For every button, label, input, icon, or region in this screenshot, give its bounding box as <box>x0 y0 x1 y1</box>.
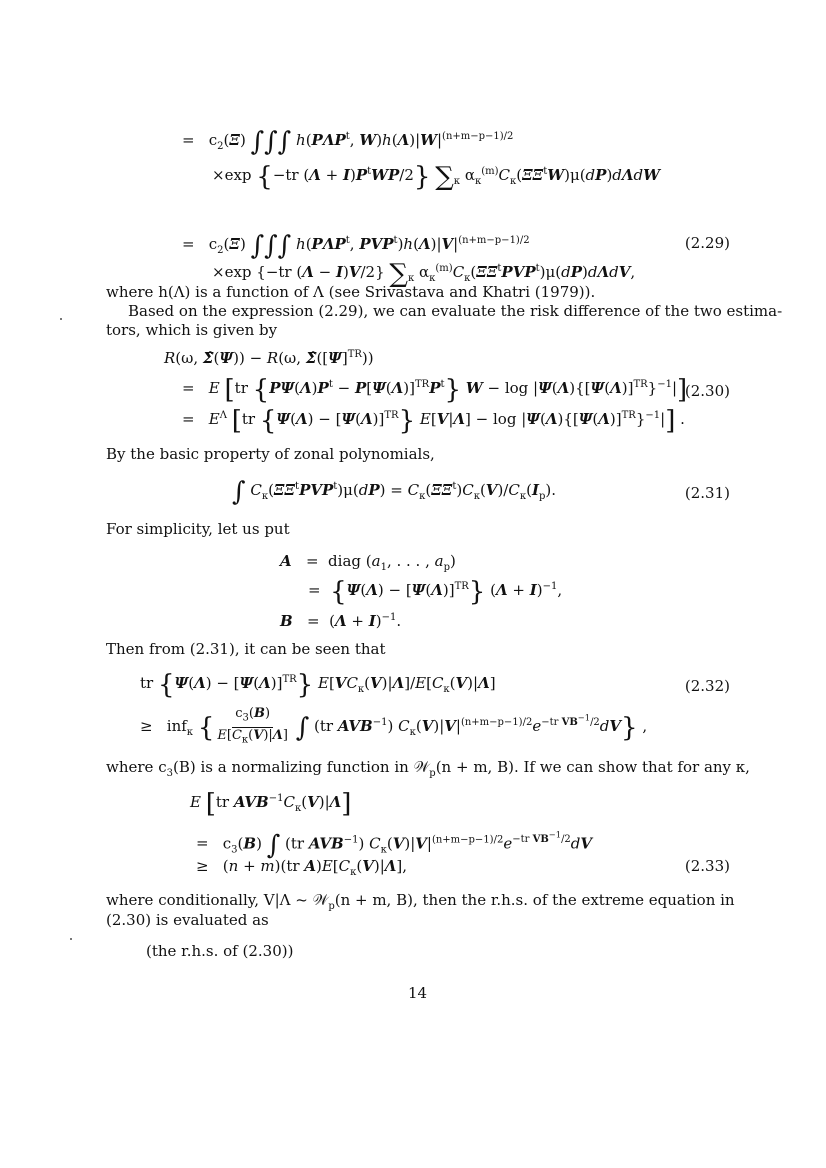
text-span: where c <box>106 758 167 776</box>
paragraph-line: (2.30) is evaluated as <box>106 911 269 929</box>
paragraph-line: Then from (2.31), it can be seen that <box>106 640 386 658</box>
text-span: where conditionally, V|Λ ~ 𝒲 <box>106 891 329 909</box>
paragraph-line: where conditionally, V|Λ ~ 𝒲$_p$(n + m, B), then the r.h.s. of the extreme equation in <box>106 891 735 912</box>
equation-line: $B = (\Lambda + I)^{-1}$. <box>280 612 402 630</box>
equation-line: R(ω, Σ̂(Ψ)) − R(ω, $\Sigmâ([\Psi]^{TR})$) <box>164 349 374 367</box>
paragraph-line: For simplicity, let us put <box>106 520 290 538</box>
equation-number: (2.29) <box>684 234 730 252</box>
equation-number: (2.32) <box>684 677 730 695</box>
equation-number: (2.31) <box>684 484 730 502</box>
scan-speck <box>70 938 72 940</box>
equation-line: = $\{\Psi(\Lambda) - [\Psi(\Lambda)]^{TR}\}$ $(\Lambda + I)^{-1}$, <box>308 577 563 607</box>
paragraph-line: where h(Λ) is a function of Λ (see Srivastava and Khatri (1979)). <box>106 283 596 301</box>
equation-line: = $E^\Lambda$ [tr $\{\Psi(\Lambda) - [\Psi(\Lambda)]^{TR}\}$ $E[V|\Lambda] - \log |\Psi(\Lambda)\{[\Psi(\Lambda)]^{TR}\}^{-1}|$] . <box>182 406 685 436</box>
equation-line: E [tr $AVB^{-1}C_\kappa(V)|\Lambda$] <box>190 789 352 819</box>
equation-number: (2.30) <box>684 382 730 400</box>
paragraph-line: tors, which is given by <box>106 321 278 339</box>
text-span: (n + m, B). If we can show that for any κ, <box>435 758 750 776</box>
page-number: 14 <box>408 984 428 1002</box>
equation-line: ≥ inf$_\kappa$ { $\frac{c_3(B)}{E[C_\kappa(V)|\Lambda]}$ ∫ (tr $AVB^{-1}$) $C_\kappa(V)|V|^{(n+m-p-1)/2}e^{-tr VB^{-1}/2}dV$} , <box>140 706 648 746</box>
paragraph-line: Based on the expression (2.29), we can evaluate the risk difference of the two estima- <box>128 302 783 320</box>
equation-line: ×exp {−tr $(\Lambda + I)P^tWP/2$} $\sum_\kappa$ $\alpha_\kappa^{(m)}C_\kappa(\Xi\Xi^tW)\mu(dP)d\Lambda dW$ <box>212 162 661 192</box>
paragraph-line: By the basic property of zonal polynomials, <box>106 445 435 463</box>
equation-line: A = diag ($a_1$, . . . , $a_p$) <box>280 552 456 573</box>
text-span: (n + m, B), then the r.h.s. of the extreme equation in <box>334 891 735 909</box>
equation-line: = E [tr $\{P\Psi(\Lambda)P^t - P[\Psi(\Lambda)]^{TR}P^t\} W - \log |\Psi(\Lambda)\{[\Psi(\Lambda)]^{TR}\}^{-1}|$] <box>182 375 688 405</box>
equation-line: ∫ $C_\kappa(\Xi\Xi^tPVP^t)\mu(dP) = C_\kappa(\Xi\Xi^t)C_\kappa(V)/C_\kappa(I_p)$. <box>232 477 556 507</box>
text-span: (B) is a normalizing function in 𝒲 <box>172 758 430 776</box>
equation-line: = $c_3(B)$ ∫ (tr $AVB^{-1}$) $C_\kappa(V)|V|^{(n+m-p-1)/2}e^{-tr VB^{-1}/2}dV$ <box>196 830 593 861</box>
paragraph-line: where $c_3(B)$ is a normalizing function in 𝒲$_p$(n + m, B). If we can show that for any κ, <box>106 758 750 779</box>
equation-number: (2.33) <box>684 857 730 875</box>
scan-speck <box>60 318 62 320</box>
equation-line: ≥ (n + m)(tr $A)E[C_\kappa(V)|\Lambda]$, <box>196 857 408 878</box>
equation-line: = $c_2(\Xi)$ ∫∫∫ h(PΛP$^t$, $PVP^t)h(\Lambda)|V|^{(n+m-p-1)/2}$ <box>182 231 530 261</box>
equation-line: tr $\{\Psi(\Lambda) - [\Psi(\Lambda)]^{TR}\}$ $E[VC_\kappa(V)|\Lambda]/E[C_\kappa(V)|\Lambda]$ <box>140 670 496 700</box>
paragraph-line: (the r.h.s. of (2.30)) <box>146 942 294 960</box>
equation-line: ×exp {−tr (Λ − I)V/2} $\sum_\kappa$ $\alpha_\kappa^{(m)}C_\kappa(\Xi\Xi^tPVP^t)\mu(dP)d\Lambda dV$, <box>212 259 636 289</box>
equation-line: = $c_2(\Xi)$ ∫∫∫ h(PΛP$^t$, $W)h(\Lambda)|W|^{(n+m-p-1)/2}$ <box>182 127 514 157</box>
